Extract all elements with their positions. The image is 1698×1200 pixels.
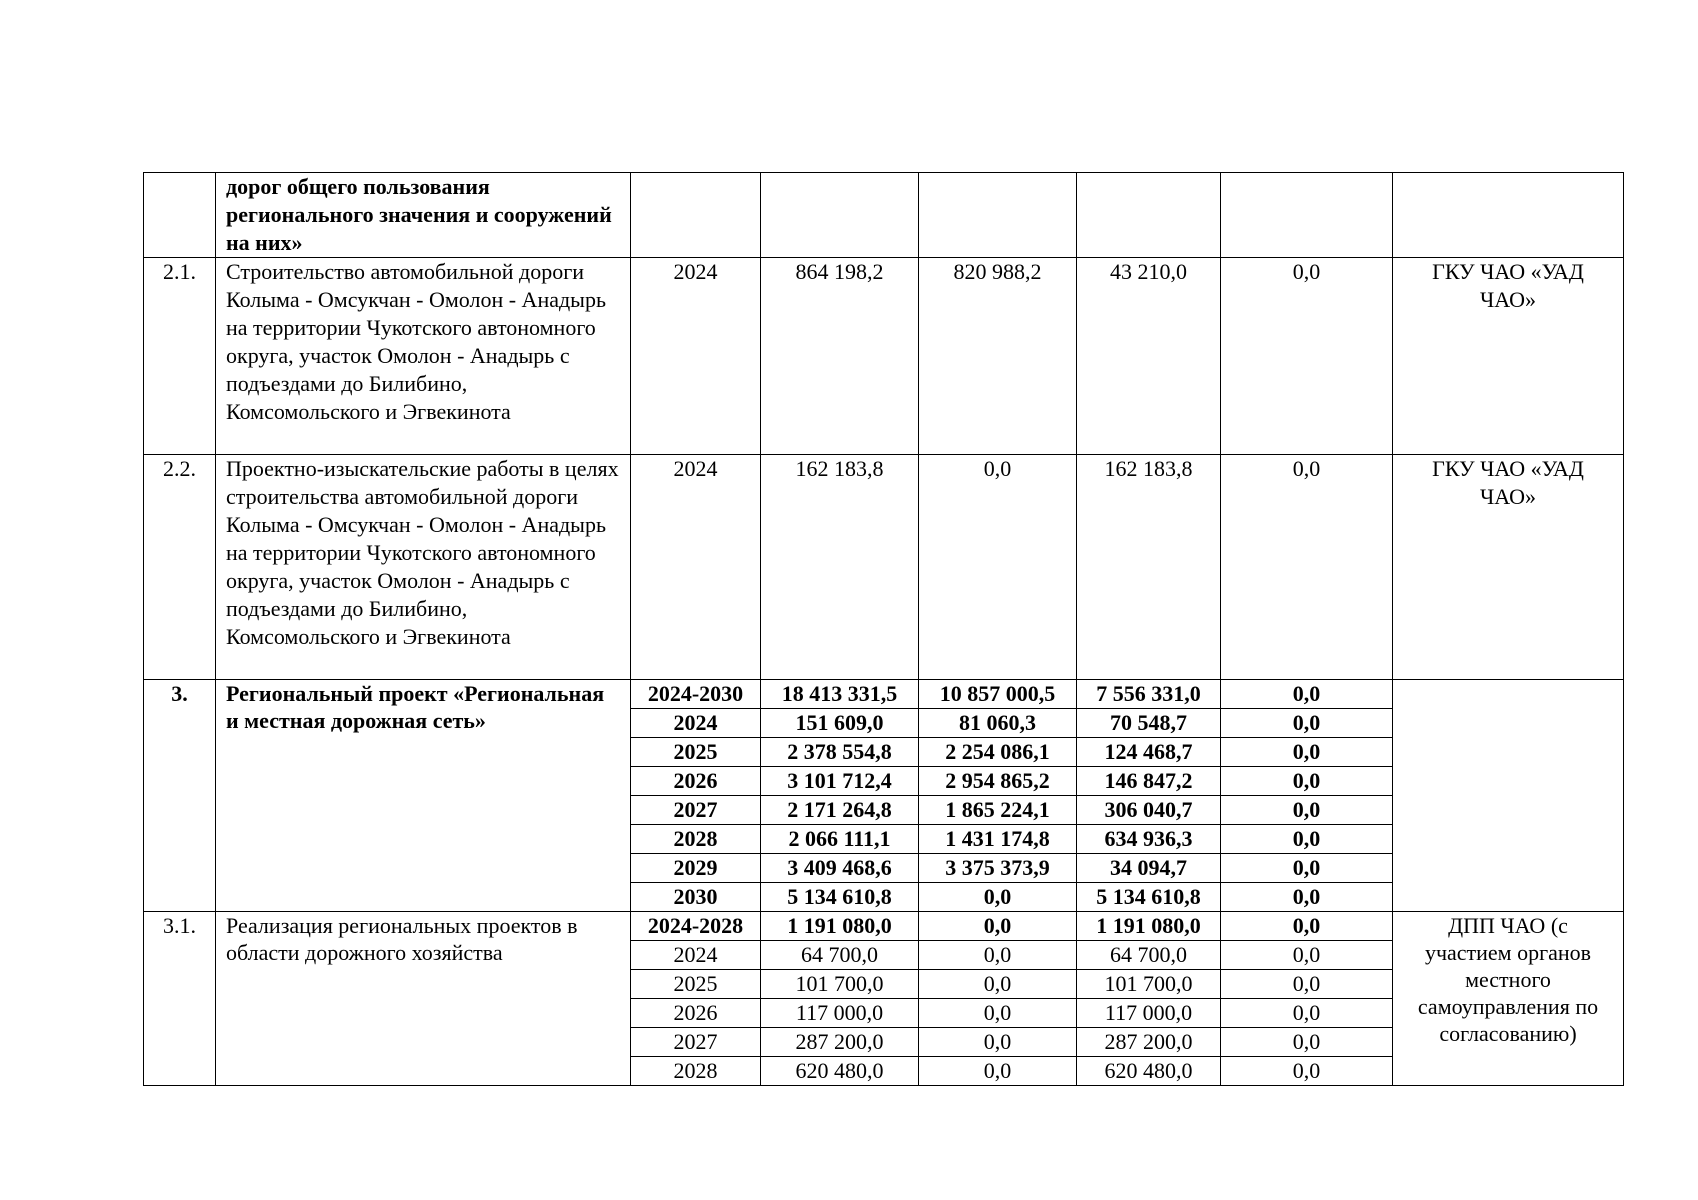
table-row [144,258,1624,455]
total-cell: 5 134 610,8 [761,883,919,912]
funding-cell-1: 81 060,3 [919,709,1077,738]
funding-cell-1: 0,0 [919,1028,1077,1057]
funding-cell-3: 0,0 [1221,825,1393,854]
funding-cell-2: 1 191 080,0 [1077,912,1221,941]
executor-cell: ДПП ЧАО (с участием органов местного самоуправления по согласованию) [1393,912,1624,1086]
total-cell: 101 700,0 [761,970,919,999]
year-cell: 2026 [631,767,761,796]
row-number-cell: 2.2. [144,455,216,680]
total-cell: 151 609,0 [761,709,919,738]
funding-cell-2: 124 468,7 [1077,738,1221,767]
funding-cell-1: 0,0 [919,883,1077,912]
total-cell: 117 000,0 [761,999,919,1028]
funding-cell-2: 70 548,7 [1077,709,1221,738]
funding-cell-3: 0,0 [1221,796,1393,825]
funding-cell-2: 287 200,0 [1077,1028,1221,1057]
funding-cell-2: 620 480,0 [1077,1057,1221,1086]
executor-cell: ГКУ ЧАО «УАД ЧАО» [1393,258,1624,455]
funding-cell-1: 3 375 373,9 [919,854,1077,883]
total-cell: 2 378 554,8 [761,738,919,767]
executor-cell [1393,680,1624,912]
funding-cell-2: 117 000,0 [1077,999,1221,1028]
funding-cell-2: 306 040,7 [1077,796,1221,825]
total-cell: 864 198,2 [761,258,919,455]
total-cell: 287 200,0 [761,1028,919,1057]
year-cell: 2025 [631,970,761,999]
funding-cell-1: 0,0 [919,1057,1077,1086]
total-cell: 2 066 111,1 [761,825,919,854]
funding-cell-1: 10 857 000,5 [919,680,1077,709]
table-row [144,455,1624,680]
year-cell: 2024 [631,455,761,680]
funding-cell-2: 146 847,2 [1077,767,1221,796]
executor-cell: ГКУ ЧАО «УАД ЧАО» [1393,455,1624,680]
funding-cell-2: 43 210,0 [1077,258,1221,455]
funding-cell-3: 0,0 [1221,738,1393,767]
row-number-cell [144,173,216,258]
funding-cell-2: 634 936,3 [1077,825,1221,854]
funding-cell-1: 1 431 174,8 [919,825,1077,854]
total-cell: 2 171 264,8 [761,796,919,825]
row-description: Проектно-изыскательские работы в целях строительства автомобильной дороги Колыма - Омсукчан - Омолон - Анадырь на территории Чукотского автономного округа, участок Омолон - Анадырь с подъездами до Билибино, Комсомольского и Эгвекинота [216,455,631,680]
funding-cell-3: 0,0 [1221,680,1393,709]
row-description: Реализация региональных проектов в области дорожного хозяйства [216,912,631,1086]
empty-cell [1221,173,1393,258]
funding-cell-1: 0,0 [919,999,1077,1028]
funding-cell-1: 0,0 [919,970,1077,999]
year-cell: 2024 [631,709,761,738]
year-cell: 2027 [631,1028,761,1057]
year-cell: 2024-2028 [631,912,761,941]
row-description: Региональный проект «Региональная и местная дорожная сеть» [216,680,631,912]
empty-cell [1077,173,1221,258]
year-cell: 2026 [631,999,761,1028]
total-cell: 64 700,0 [761,941,919,970]
funding-cell-1: 1 865 224,1 [919,796,1077,825]
funding-cell-3: 0,0 [1221,767,1393,796]
funding-cell-2: 162 183,8 [1077,455,1221,680]
funding-cell-3: 0,0 [1221,709,1393,738]
table-row [144,912,1624,941]
row-number-cell: 3. [144,680,216,912]
funding-cell-2: 34 094,7 [1077,854,1221,883]
total-cell: 3 409 468,6 [761,854,919,883]
funding-cell-2: 101 700,0 [1077,970,1221,999]
funding-cell-2: 7 556 331,0 [1077,680,1221,709]
funding-cell-1: 2 254 086,1 [919,738,1077,767]
total-cell: 1 191 080,0 [761,912,919,941]
year-cell: 2028 [631,1057,761,1086]
year-cell: 2030 [631,883,761,912]
funding-cell-3: 0,0 [1221,1028,1393,1057]
total-cell: 3 101 712,4 [761,767,919,796]
funding-cell-1: 2 954 865,2 [919,767,1077,796]
empty-cell [1393,173,1624,258]
year-cell: 2024 [631,258,761,455]
year-cell: 2027 [631,796,761,825]
empty-cell [631,173,761,258]
funding-cell-1: 0,0 [919,912,1077,941]
year-cell: 2025 [631,738,761,767]
funding-cell-3: 0,0 [1221,912,1393,941]
funding-cell-3: 0,0 [1221,1057,1393,1086]
funding-cell-3: 0,0 [1221,999,1393,1028]
funding-cell-3: 0,0 [1221,455,1393,680]
funding-cell-1: 0,0 [919,941,1077,970]
table-row [144,680,1624,709]
funding-cell-3: 0,0 [1221,854,1393,883]
funding-cell-2: 64 700,0 [1077,941,1221,970]
table-row [144,173,1624,258]
row-description: дорог общего пользования регионального значения и сооружений на них» [216,173,631,258]
funding-cell-3: 0,0 [1221,258,1393,455]
total-cell: 162 183,8 [761,455,919,680]
row-description: Строительство автомобильной дороги Колыма - Омсукчан - Омолон - Анадырь на территории Чукотского автономного округа, участок Омолон - Анадырь с подъездами до Билибино, Комсомольского и Эгвекинота [216,258,631,455]
total-cell: 620 480,0 [761,1057,919,1086]
year-cell: 2029 [631,854,761,883]
funding-cell-3: 0,0 [1221,883,1393,912]
funding-cell-3: 0,0 [1221,941,1393,970]
funding-cell-1: 820 988,2 [919,258,1077,455]
year-cell: 2028 [631,825,761,854]
empty-cell [761,173,919,258]
year-cell: 2024 [631,941,761,970]
total-cell: 18 413 331,5 [761,680,919,709]
funding-cell-2: 5 134 610,8 [1077,883,1221,912]
year-cell: 2024-2030 [631,680,761,709]
funding-cell-3: 0,0 [1221,970,1393,999]
row-number-cell: 2.1. [144,258,216,455]
financing-table [143,172,1624,1086]
row-number-cell: 3.1. [144,912,216,1086]
funding-cell-1: 0,0 [919,455,1077,680]
empty-cell [919,173,1077,258]
